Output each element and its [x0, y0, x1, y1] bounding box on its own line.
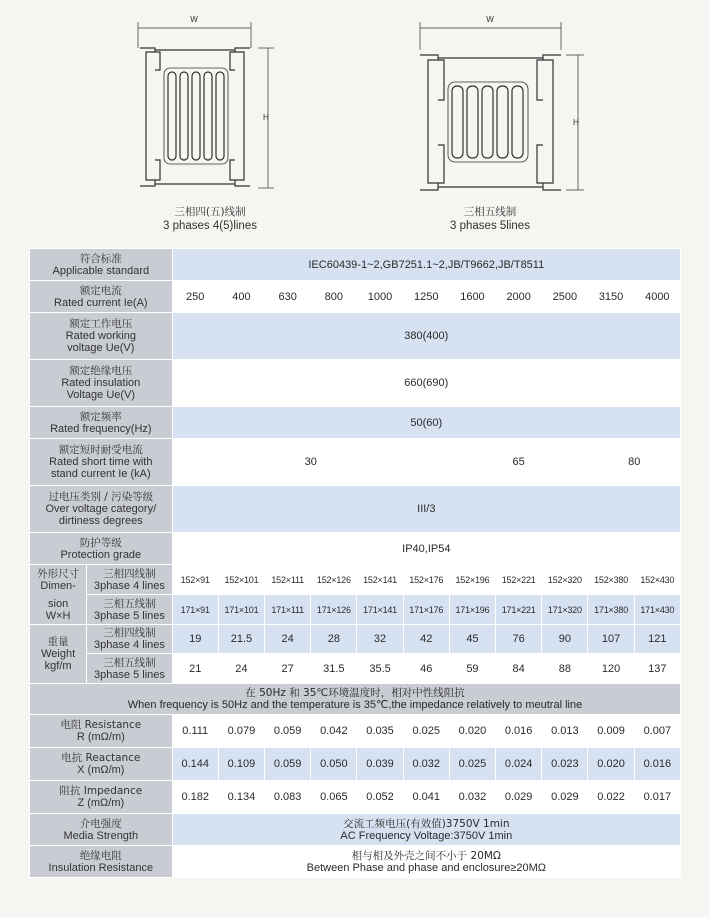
weight-cell: 19	[172, 625, 218, 654]
left-caption-en: 3 phases 4(5)lines	[163, 220, 257, 232]
dimension-cell: 171×101	[218, 595, 264, 625]
resistance-cell: 0.042	[311, 715, 357, 748]
voltage-label-en2: voltage Ue(V)	[67, 342, 135, 354]
weight-cell: 31.5	[311, 654, 357, 684]
current-cell: 2000	[496, 281, 542, 313]
dimension-cell: 171×380	[588, 595, 634, 625]
short-time-label-cn: 额定短时耐受电流	[58, 444, 143, 456]
dimension-cell: 171×221	[496, 595, 542, 625]
weight-cell: 107	[588, 625, 634, 654]
row-working-voltage	[30, 313, 681, 360]
impedance-label-en: Z (mΩ/m)	[77, 797, 125, 809]
frequency-label	[30, 407, 173, 439]
reactance-cell: 0.020	[588, 748, 634, 781]
dimension-4lines-en: 3phase 4 lines	[93, 579, 165, 592]
insulation-voltage-label-en2: Voltage Ue(V)	[66, 389, 136, 401]
left-busbar-drawing	[138, 22, 274, 188]
row-impedance	[30, 781, 681, 814]
weight-cell: 84	[496, 654, 542, 684]
weight-label-en1: Weight	[41, 648, 76, 660]
resistance-cell: 0.035	[357, 715, 403, 748]
short-time-label-en2: stand current Ie (kA)	[50, 468, 151, 480]
dimension-label-en3: W×H	[45, 609, 71, 622]
dimension-cell: 152×91	[172, 565, 218, 595]
insulation-voltage-label	[30, 360, 173, 407]
reactance-label	[30, 748, 173, 781]
insulation-resistance-label	[30, 846, 173, 878]
short-time-label-en1: Rated short time with	[49, 456, 153, 468]
weight-cell: 76	[496, 625, 542, 654]
busbar-diagrams	[0, 0, 709, 250]
row-weight-5lines	[30, 654, 681, 684]
dimension-cell: 171×430	[634, 595, 680, 625]
dimension-cell: 171×111	[265, 595, 311, 625]
standard-value: IEC60439-1~2,GB7251.1~2,JB/T9662,JB/T8511	[172, 249, 680, 281]
reactance-cell: 0.050	[311, 748, 357, 781]
impedance-label-cn: 阻抗 Impedance	[59, 785, 143, 797]
reactance-label-en: X (mΩ/m)	[77, 764, 125, 776]
overvoltage-label	[30, 486, 173, 533]
resistance-cell: 0.111	[172, 715, 218, 748]
row-dimension-5lines	[30, 595, 681, 625]
specification-table	[29, 248, 681, 878]
insulation-resistance-value-en: Between Phase and phase and enclosure≥20MΩ	[306, 861, 546, 874]
dimension-label-en2: sion	[48, 597, 69, 610]
dimension-cell: 152×380	[588, 565, 634, 595]
row-weight-4lines	[30, 625, 681, 654]
weight-5lines-cn: 三相五线制	[103, 656, 156, 669]
weight-4lines-label	[87, 625, 172, 654]
standard-label-cn: 符合标准	[79, 252, 122, 265]
media-strength-label-en: Media Strength	[63, 829, 139, 842]
protection-label-en: Protection grade	[60, 548, 142, 561]
reactance-cell: 0.032	[403, 748, 449, 781]
row-protection-grade	[30, 533, 681, 565]
left-height-label: H	[263, 113, 269, 122]
voltage-label	[30, 313, 173, 360]
dimension-cell: 171×126	[311, 595, 357, 625]
dimension-cell: 171×196	[449, 595, 495, 625]
reactance-cell: 0.016	[634, 748, 680, 781]
weight-label-en2: kgf/m	[44, 660, 72, 672]
dimension-cell: 152×176	[403, 565, 449, 595]
current-label-en: Rated current Ie(A)	[54, 296, 148, 309]
protection-label	[30, 533, 173, 565]
left-width-label: W	[190, 15, 198, 24]
resistance-cell: 0.013	[542, 715, 588, 748]
dimension-cell: 152×320	[542, 565, 588, 595]
left-diagram-caption	[125, 205, 295, 233]
impedance-cell: 0.065	[311, 781, 357, 814]
weight-cell: 24	[265, 625, 311, 654]
dimension-5lines-en: 3phase 5 lines	[93, 609, 165, 622]
media-strength-value-cn: 交流工频电压(有效值)3750V 1min	[343, 817, 510, 830]
row-short-time-current	[30, 439, 681, 486]
row-reactance	[30, 748, 681, 781]
impedance-note	[30, 684, 681, 715]
current-cell: 400	[218, 281, 264, 313]
resistance-label-cn: 电阻 Resistance	[60, 719, 142, 731]
weight-4lines-en: 3phase 4 lines	[93, 639, 165, 651]
row-impedance-note	[30, 684, 681, 715]
dimension-label-cn: 外形尺寸	[37, 567, 80, 580]
left-caption-cn: 三相四(五)线制	[174, 206, 246, 218]
impedance-cell: 0.032	[449, 781, 495, 814]
weight-cell: 137	[634, 654, 680, 684]
short-time-value-1: 30	[172, 439, 449, 486]
weight-5lines-en: 3phase 5 lines	[93, 668, 165, 681]
protection-label-cn: 防护等级	[79, 536, 122, 549]
media-strength-value	[172, 814, 680, 846]
insulation-voltage-label-cn: 额定绝缘电压	[69, 365, 133, 377]
reactance-label-cn: 电抗 Reactance	[61, 752, 141, 764]
overvoltage-label-en2: dirtiness degrees	[58, 515, 143, 527]
short-time-value-3: 80	[588, 439, 681, 486]
dimension-cell: 171×176	[403, 595, 449, 625]
insulation-voltage-value: 660(690)	[172, 360, 680, 407]
row-media-strength	[30, 814, 681, 846]
resistance-cell: 0.009	[588, 715, 634, 748]
weight-label	[30, 625, 87, 684]
weight-cell: 42	[403, 625, 449, 654]
weight-cell: 121	[634, 625, 680, 654]
insulation-resistance-label-en: Insulation Resistance	[48, 861, 154, 874]
impedance-cell: 0.134	[218, 781, 264, 814]
dimension-cell: 152×221	[496, 565, 542, 595]
weight-cell: 59	[449, 654, 495, 684]
weight-cell: 88	[542, 654, 588, 684]
impedance-note-en: When frequency is 50Hz and the temperature is 35℃,the impedance relatively to meutral line	[127, 699, 583, 711]
dimension-4lines-label	[87, 565, 172, 595]
impedance-note-cn: 在 50Hz 和 35℃环境温度时，相对中性线阻抗	[245, 687, 465, 699]
reactance-cell: 0.039	[357, 748, 403, 781]
resistance-cell: 0.059	[265, 715, 311, 748]
frequency-label-en: Rated frequency(Hz)	[50, 422, 152, 435]
resistance-label	[30, 715, 173, 748]
weight-cell: 28	[311, 625, 357, 654]
current-cell: 1250	[403, 281, 449, 313]
dimension-cell: 171×141	[357, 595, 403, 625]
row-standard	[30, 249, 681, 281]
current-cell: 250	[172, 281, 218, 313]
weight-label-cn: 重量	[47, 636, 69, 648]
insulation-voltage-label-en1: Rated insulation	[61, 377, 141, 389]
resistance-cell: 0.079	[218, 715, 264, 748]
right-caption-cn: 三相五线制	[463, 206, 517, 218]
dimension-cell: 171×91	[172, 595, 218, 625]
protection-value: IP40,IP54	[172, 533, 680, 565]
current-cell: 630	[265, 281, 311, 313]
resistance-cell: 0.020	[449, 715, 495, 748]
dimension-4lines-cn: 三相四线制	[103, 567, 156, 580]
dimension-cell: 171×320	[542, 595, 588, 625]
dimension-5lines-label	[87, 595, 172, 625]
current-cell: 1000	[357, 281, 403, 313]
short-time-value-2: 65	[449, 439, 588, 486]
current-cell: 3150	[588, 281, 634, 313]
row-resistance	[30, 715, 681, 748]
right-diagram-caption	[405, 205, 575, 233]
impedance-cell: 0.041	[403, 781, 449, 814]
dimension-cell: 152×101	[218, 565, 264, 595]
weight-cell: 32	[357, 625, 403, 654]
weight-cell: 24	[218, 654, 264, 684]
impedance-cell: 0.029	[542, 781, 588, 814]
weight-4lines-cn: 三相四线制	[103, 627, 156, 639]
voltage-label-cn: 额定工作电压	[69, 318, 133, 330]
weight-cell: 46	[403, 654, 449, 684]
current-label	[30, 281, 173, 313]
right-height-label: H	[573, 118, 579, 127]
resistance-label-en: R (mΩ/m)	[76, 731, 125, 743]
current-label-cn: 额定电流	[79, 284, 122, 297]
frequency-value: 50(60)	[172, 407, 680, 439]
dimension-cell: 152×430	[634, 565, 680, 595]
impedance-cell: 0.017	[634, 781, 680, 814]
dimension-5lines-cn: 三相五线制	[103, 597, 156, 610]
weight-cell: 35.5	[357, 654, 403, 684]
overvoltage-label-cn: 过电压类别 / 污染等级	[48, 491, 154, 503]
right-caption-en: 3 phases 5lines	[450, 220, 530, 232]
impedance-cell: 0.182	[172, 781, 218, 814]
row-dimension-4lines	[30, 565, 681, 595]
dimension-cell: 152×126	[311, 565, 357, 595]
reactance-cell: 0.144	[172, 748, 218, 781]
insulation-resistance-value	[172, 846, 680, 878]
resistance-cell: 0.007	[634, 715, 680, 748]
insulation-resistance-value-cn: 相与相及外壳之间不小于 20MΩ	[351, 849, 501, 862]
impedance-label	[30, 781, 173, 814]
current-cell: 800	[311, 281, 357, 313]
media-strength-label-cn: 介电强度	[79, 817, 122, 830]
weight-cell: 21.5	[218, 625, 264, 654]
current-cell: 1600	[449, 281, 495, 313]
frequency-label-cn: 额定频率	[79, 410, 122, 423]
weight-cell: 45	[449, 625, 495, 654]
impedance-cell: 0.052	[357, 781, 403, 814]
weight-cell: 27	[265, 654, 311, 684]
row-overvoltage	[30, 486, 681, 533]
weight-cell: 21	[172, 654, 218, 684]
dimension-cell: 152×141	[357, 565, 403, 595]
standard-label	[30, 249, 173, 281]
dimension-cell: 152×111	[265, 565, 311, 595]
current-cell: 2500	[542, 281, 588, 313]
overvoltage-value: III/3	[172, 486, 680, 533]
right-width-label: W	[486, 15, 494, 24]
reactance-cell: 0.109	[218, 748, 264, 781]
resistance-cell: 0.016	[496, 715, 542, 748]
reactance-cell: 0.059	[265, 748, 311, 781]
insulation-resistance-label-cn: 绝缘电阻	[79, 849, 122, 862]
voltage-value: 380(400)	[172, 313, 680, 360]
dimension-label-en1: Dimen-	[40, 579, 76, 592]
row-insulation-resistance	[30, 846, 681, 878]
media-strength-value-en: AC Frequency Voltage:3750V 1min	[340, 829, 513, 842]
impedance-cell: 0.029	[496, 781, 542, 814]
reactance-cell: 0.025	[449, 748, 495, 781]
dimension-cell: 152×196	[449, 565, 495, 595]
standard-label-en: Applicable standard	[52, 264, 150, 277]
row-rated-current	[30, 281, 681, 313]
dimension-label	[30, 565, 87, 625]
row-insulation-voltage	[30, 360, 681, 407]
weight-cell: 90	[542, 625, 588, 654]
reactance-cell: 0.023	[542, 748, 588, 781]
busbar-cross-section-drawings	[0, 0, 709, 205]
resistance-cell: 0.025	[403, 715, 449, 748]
current-cell: 4000	[634, 281, 680, 313]
reactance-cell: 0.024	[496, 748, 542, 781]
right-busbar-drawing	[420, 22, 584, 190]
weight-5lines-label	[87, 654, 172, 684]
weight-cell: 120	[588, 654, 634, 684]
impedance-cell: 0.083	[265, 781, 311, 814]
impedance-cell: 0.022	[588, 781, 634, 814]
voltage-label-en1: Rated working	[65, 330, 136, 342]
media-strength-label	[30, 814, 173, 846]
overvoltage-label-en1: Over voltage category/	[45, 503, 157, 515]
row-frequency	[30, 407, 681, 439]
short-time-label	[30, 439, 173, 486]
